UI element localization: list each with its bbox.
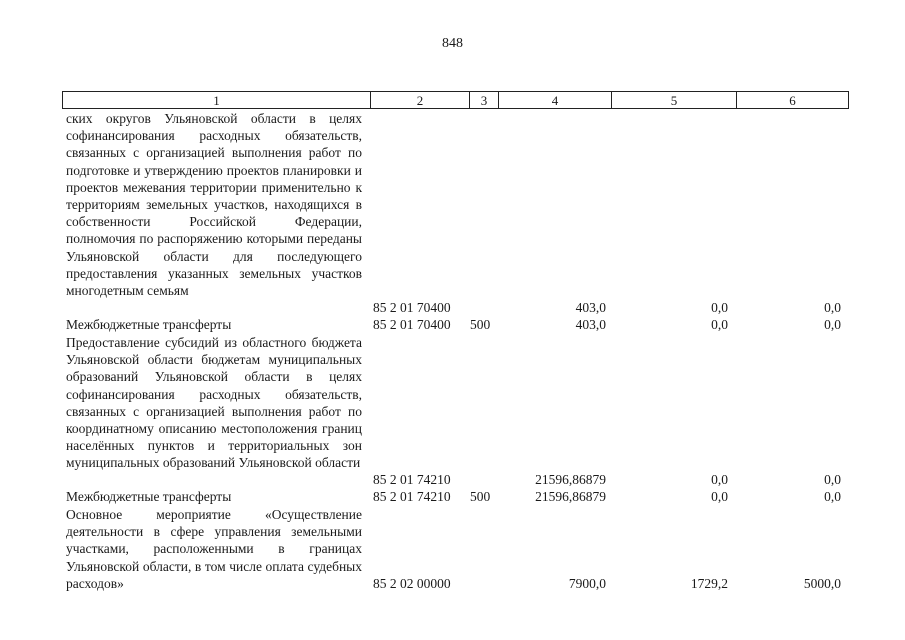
table-row — [0, 316, 905, 333]
row-description: ских округов Ульяновской области в целях софинансирования расходных обязательств, связанных с организацией выполнения работ по подготовке и утверждению проектов планировки и проектов межевания территории применительно к территориям земельных участков, находящихся в собственности Российской Федерации, полномочия по распоряжению которыми переданы Ульяновской области для последующего предоставления указанных земельных участков многодетным семьям — [66, 111, 362, 299]
row-value-col6: 0,0 — [824, 299, 841, 315]
row-value-col5: 0,0 — [711, 299, 728, 315]
row-code: 85 2 01 70400 — [373, 299, 451, 315]
row-code: 85 2 02 00000 — [373, 575, 451, 591]
page-number: 848 — [442, 36, 463, 51]
table-header-row — [62, 91, 849, 109]
row-value-col5: 0,0 — [711, 471, 728, 487]
header-col-4: 4 — [551, 93, 559, 108]
row-value-col6: 0,0 — [824, 471, 841, 487]
table-row — [0, 110, 905, 316]
header-col-3: 3 — [480, 93, 488, 108]
row-code: 85 2 01 74210 — [373, 471, 451, 487]
table-row — [0, 506, 905, 592]
row-description: Межбюджетные трансферты — [66, 317, 232, 332]
row-value-col4: 21596,86879 — [535, 471, 606, 487]
header-col-2: 2 — [416, 93, 424, 108]
row-description: Межбюджетные трансферты — [66, 489, 232, 504]
row-code: 85 2 01 74210 — [373, 488, 451, 504]
row-value-col4: 21596,86879 — [535, 488, 606, 504]
row-expense-type: 500 — [470, 488, 491, 504]
header-col-1: 1 — [213, 93, 220, 108]
row-value-col5: 0,0 — [711, 316, 728, 332]
row-expense-type: 500 — [470, 316, 491, 332]
row-value-col5: 0,0 — [711, 488, 728, 504]
row-code: 85 2 01 70400 — [373, 316, 451, 332]
row-value-col4: 403,0 — [575, 299, 606, 315]
table-row — [0, 334, 905, 488]
row-value-col4: 7900,0 — [568, 575, 606, 591]
row-value-col5: 1729,2 — [690, 575, 728, 591]
header-col-5: 5 — [670, 93, 678, 108]
row-value-col6: 0,0 — [824, 488, 841, 504]
row-value-col4: 403,0 — [575, 316, 606, 332]
table-row — [0, 488, 905, 505]
row-description: Основное мероприятие «Осуществление деятельности в сфере управления земельными участками, расположенными в границах Ульяновской области, в том числе оплата судебных расходов» — [66, 507, 362, 591]
header-col-6: 6 — [789, 93, 796, 108]
row-description: Предоставление субсидий из областного бюджета Ульяновской области бюджетам муниципальных образований Ульяновской области в целях софинансирования расходных обязательств, связанных с организацией выполнения работ по координатному описанию местоположения границ населённых пунктов и территориальных зон муниципальных образований Ульяновской области — [66, 335, 362, 471]
row-value-col6: 0,0 — [824, 316, 841, 332]
row-value-col6: 5000,0 — [803, 575, 841, 591]
